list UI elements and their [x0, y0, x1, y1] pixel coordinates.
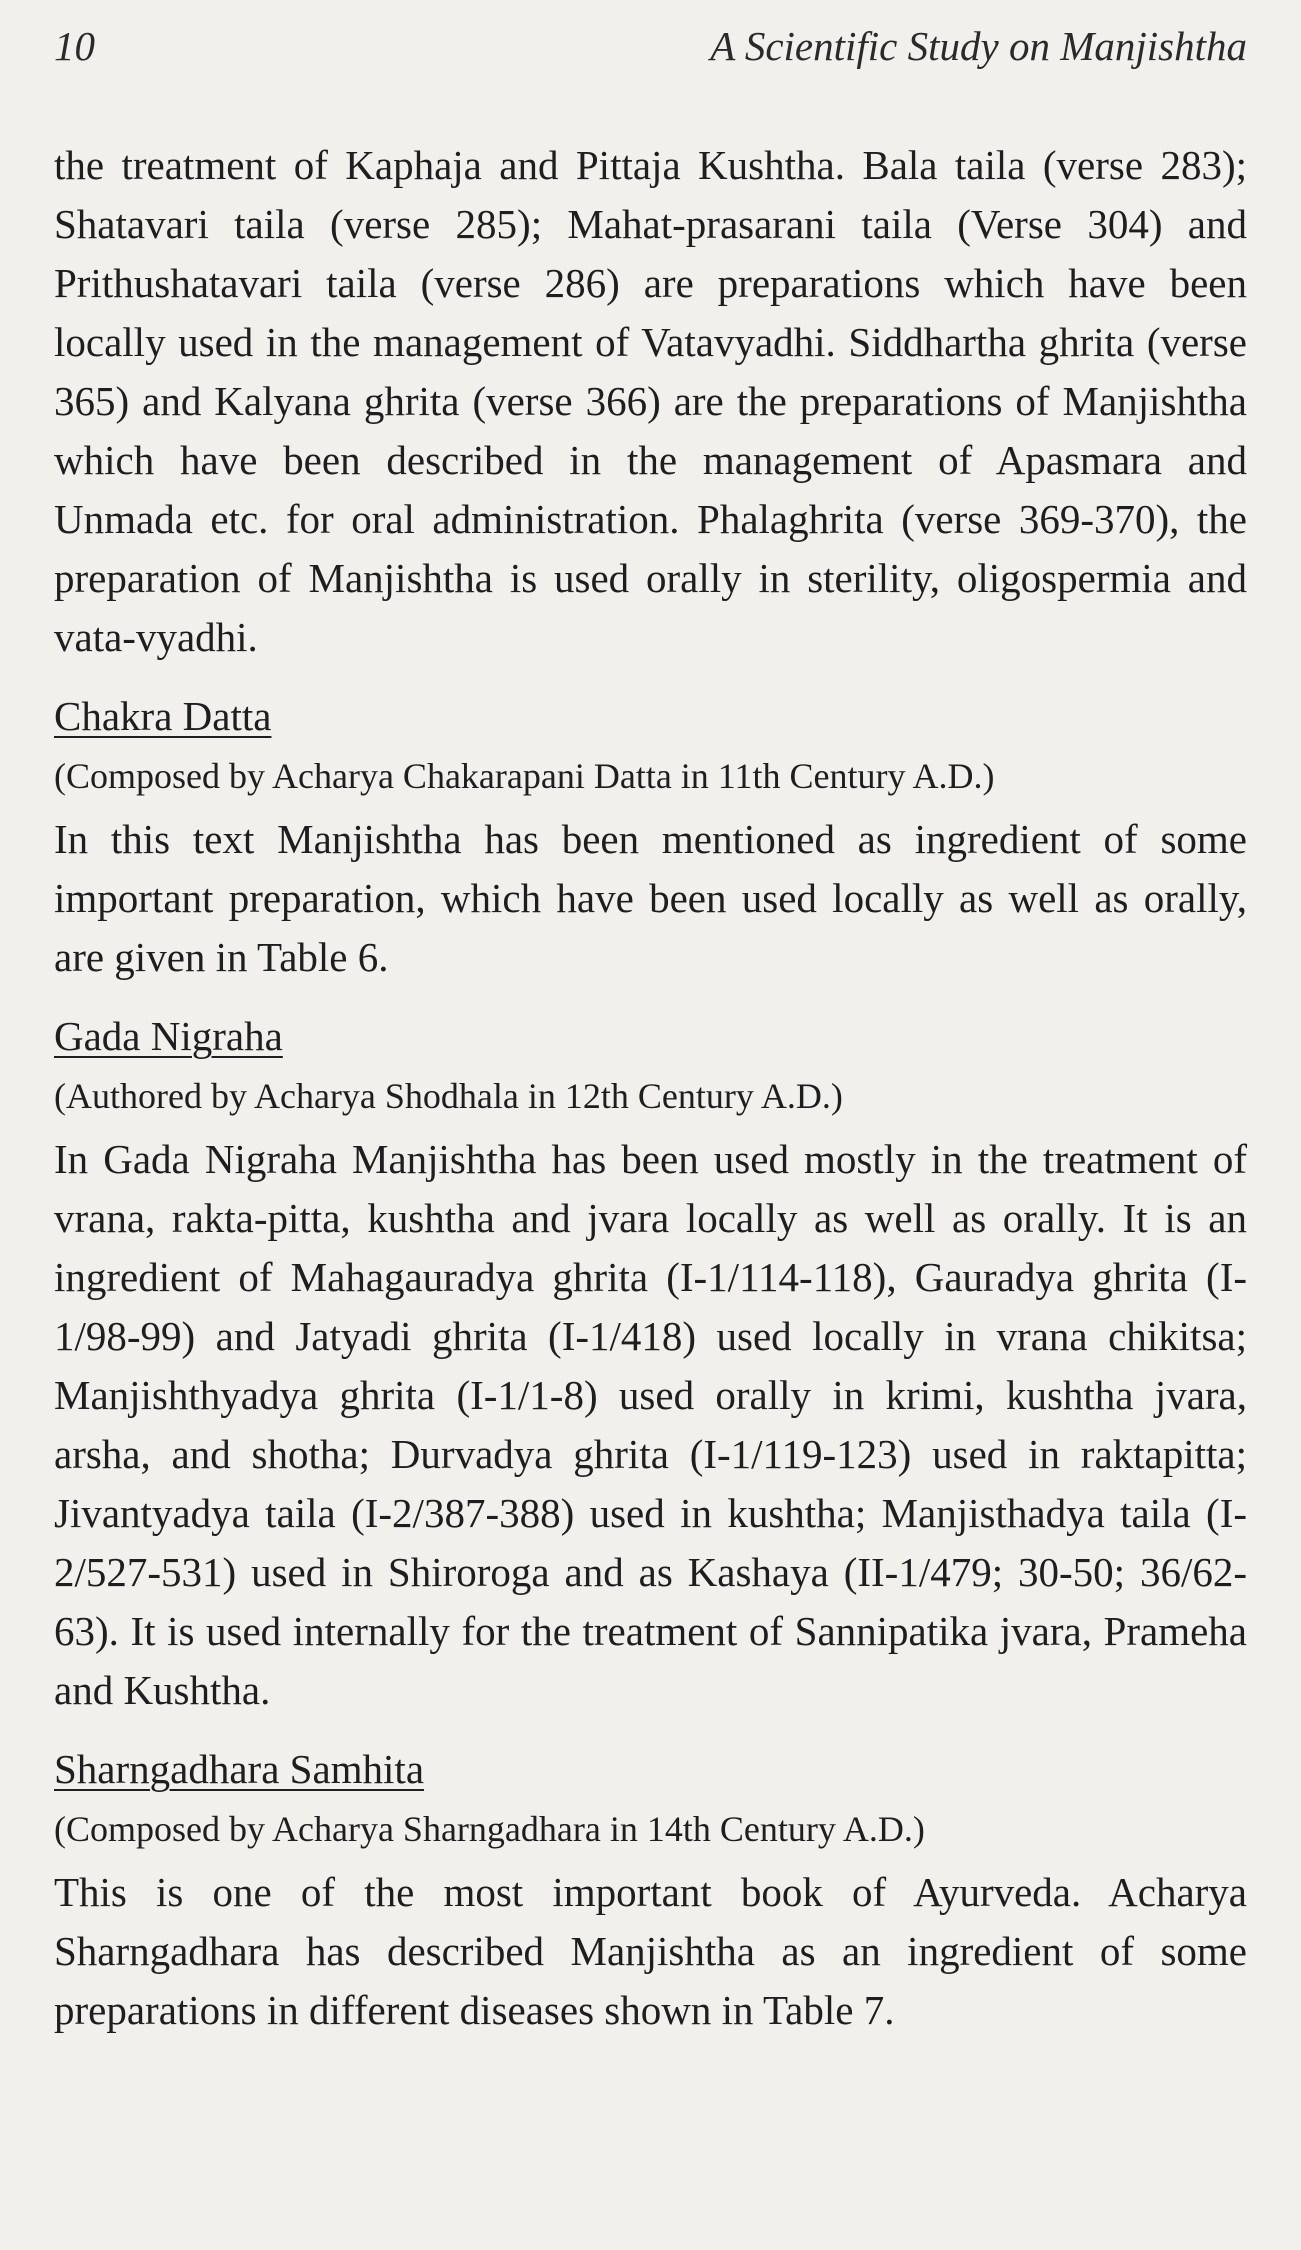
intro-paragraph: the treatment of Kaphaja and Pittaja Kushtha. Bala taila (verse 283); Shatavari taila (verse 285); Mahat-prasarani taila (Verse 304) and Prithushatavari taila (verse 286) are preparations which have been locally used in the management of Vatavyadhi. Siddhartha ghrita (verse 365) and Kalyana ghrita (verse 366) are the preparations of Manjishtha which have been described in the management of Apasmara and Unmada etc. for oral administration. Phalaghrita (verse 369-370), the preparation of Manjishtha is used orally in sterility, oligospermia and vata-vyadhi. — [54, 142, 1247, 660]
section-note: (Authored by Acharya Shodhala in 12th Century A.D.) — [54, 1076, 843, 1116]
section-note: (Composed by Acharya Chakarapani Datta in 11th Century A.D.) — [54, 756, 995, 796]
section-chakra-datta — [54, 687, 1247, 987]
book-title: A Scientific Study on Manjishtha — [710, 23, 1247, 69]
section-body: In Gada Nigraha Manjishtha has been used mostly in the treatment of vrana, rakta-pitta, kushtha and jvara locally as well as orally. It is an ingredient of Mahagauradya ghrita (I-1/114-118), Gauradya ghrita (I-1/98-99) and Jatyadi ghrita (I-1/418) used locally in vrana chikitsa; Manjishthyadya ghrita (I-1/1-8) used orally in krimi, kushtha jvara, arsha, and shotha; Durvadya ghrita (I-1/119-123) used in raktapitta; Jivantyadya taila (I-2/387-388) used in kushtha; Manjisthadya taila (I-2/527-531) used in Shiroroga and as Kashaya (II-1/479; 30-50; 36/62-63). It is used internally for the treatment of Sannipatika jvara, Prameha and Kushtha. — [54, 1136, 1247, 1713]
section-heading: Sharngadhara Samhita — [54, 1746, 425, 1792]
page-number: 10 — [54, 23, 95, 69]
section-body: This is one of the most important book of Ayurveda. Acharya Sharngadhara has described Manjishtha as an ingredient of some preparations in different diseases shown in Table 7. — [54, 1869, 1247, 2033]
section-sharngadhara-samhita — [54, 1740, 1247, 2040]
running-header — [54, 22, 1247, 82]
section-heading: Gada Nigraha — [54, 1013, 283, 1059]
section-heading: Chakra Datta — [54, 693, 272, 739]
section-note: (Composed by Acharya Sharngadhara in 14th Century A.D.) — [54, 1809, 925, 1849]
section-gada-nigraha — [54, 1007, 1247, 1720]
section-body: In this text Manjishtha has been mentioned as ingredient of some important preparation, which have been used locally as well as orally, are given in Table 6. — [54, 816, 1247, 980]
